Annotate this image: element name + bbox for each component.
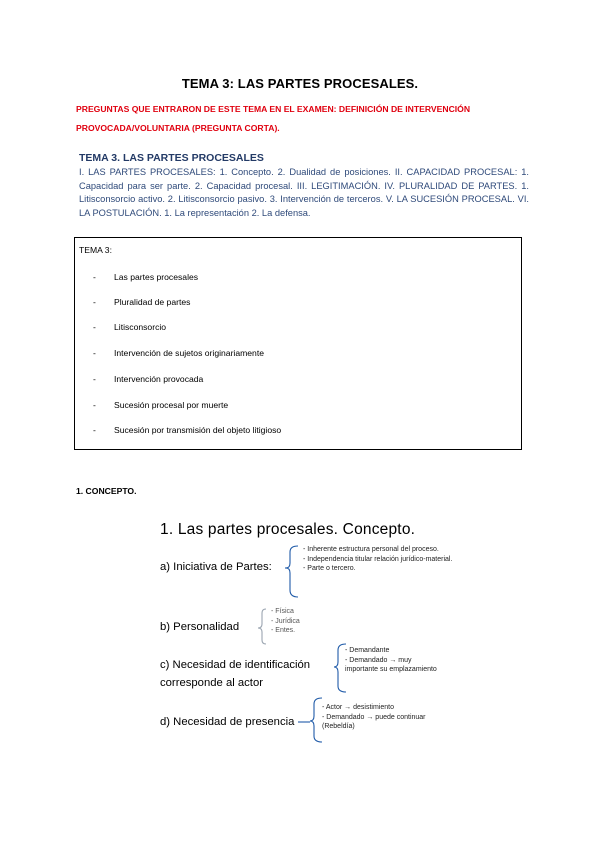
section-heading: 1. CONCEPTO.: [76, 486, 137, 496]
slide-b-item: - Jurídica: [271, 617, 300, 625]
brace-a: [286, 546, 298, 597]
outline-item: - Intervención provocada: [93, 374, 204, 384]
slide-b-item: - Entes.: [271, 627, 296, 634]
slide-b-items: [271, 607, 300, 636]
slide-a-items: [303, 545, 453, 574]
slide-a-item: - Parte o tercero.: [303, 565, 356, 572]
slide-label-c2: corresponde al actor: [160, 677, 263, 689]
slide-d-items: [322, 703, 427, 732]
slide-label-a: a) Iniciativa de Partes:: [160, 561, 272, 573]
brace-d: [310, 698, 322, 742]
slide-title: 1. Las partes procesales. Concepto.: [160, 521, 416, 538]
syllabus-heading: TEMA 3. LAS PARTES PROCESALES: [79, 152, 264, 164]
slide-c-items: [345, 646, 440, 675]
page-title: TEMA 3: LAS PARTES PROCESALES.: [181, 76, 419, 91]
slide-d-item: - Actor → desistimiento: [322, 704, 394, 711]
slide-c-item: - Demandado → muy importante su emplazamiento: [345, 656, 437, 673]
slide-c-item: - Demandante: [345, 647, 390, 654]
slide-d-item: - Demandado → puede continuar (Rebeldía): [322, 713, 426, 730]
outline-item: - Sucesión por transmisión del objeto litigioso: [93, 425, 282, 435]
outline-item: - Pluralidad de partes: [93, 297, 191, 307]
slide-label-d: d) Necesidad de presencia: [160, 716, 295, 728]
brace-b: [258, 609, 266, 644]
slide-label-c1: c) Necesidad de identificación: [160, 659, 311, 671]
outline-item: - Intervención de sujetos originariamente: [93, 348, 265, 358]
slide-label-b: b) Personalidad: [160, 621, 240, 633]
slide-b-item: - Física: [271, 608, 294, 615]
outline-item: - Sucesión procesal por muerte: [93, 400, 229, 410]
syllabus-body: I. LAS PARTES PROCESALES: 1. Concepto. 2. Dualidad de posiciones. II. CAPACIDAD PROCESAL: 1. Capacidad para ser parte. 2. Capacidad procesal. III. LEGITIMACIÓN. IV. PLURALIDAD DE PARTES. 1. Litisconsorcio activo. 2. Litisconsorcio pasivo. 3. Intervención de terceros. V. LA SUCESIÓN PROCESAL. VI. LA POSTULACIÓN. 1. La representación 2. La defensa.: [79, 167, 529, 218]
outline-item: - Litisconsorcio: [93, 322, 167, 332]
exam-note: PREGUNTAS QUE ENTRARON DE ESTE TEMA EN EL EXAMEN: DEFINICIÓN DE INTERVENCIÓN PROVOCADA/VOLUNTARIA (PREGUNTA CORTA).: [76, 104, 471, 133]
slide-a-item: - Inherente estructura personal del proceso.: [303, 546, 439, 553]
slide-a-item: - Independencia titular relación jurídico-material.: [303, 555, 453, 563]
outline-item: - Las partes procesales: [93, 272, 199, 282]
outline-box-label: TEMA 3:: [79, 245, 112, 255]
